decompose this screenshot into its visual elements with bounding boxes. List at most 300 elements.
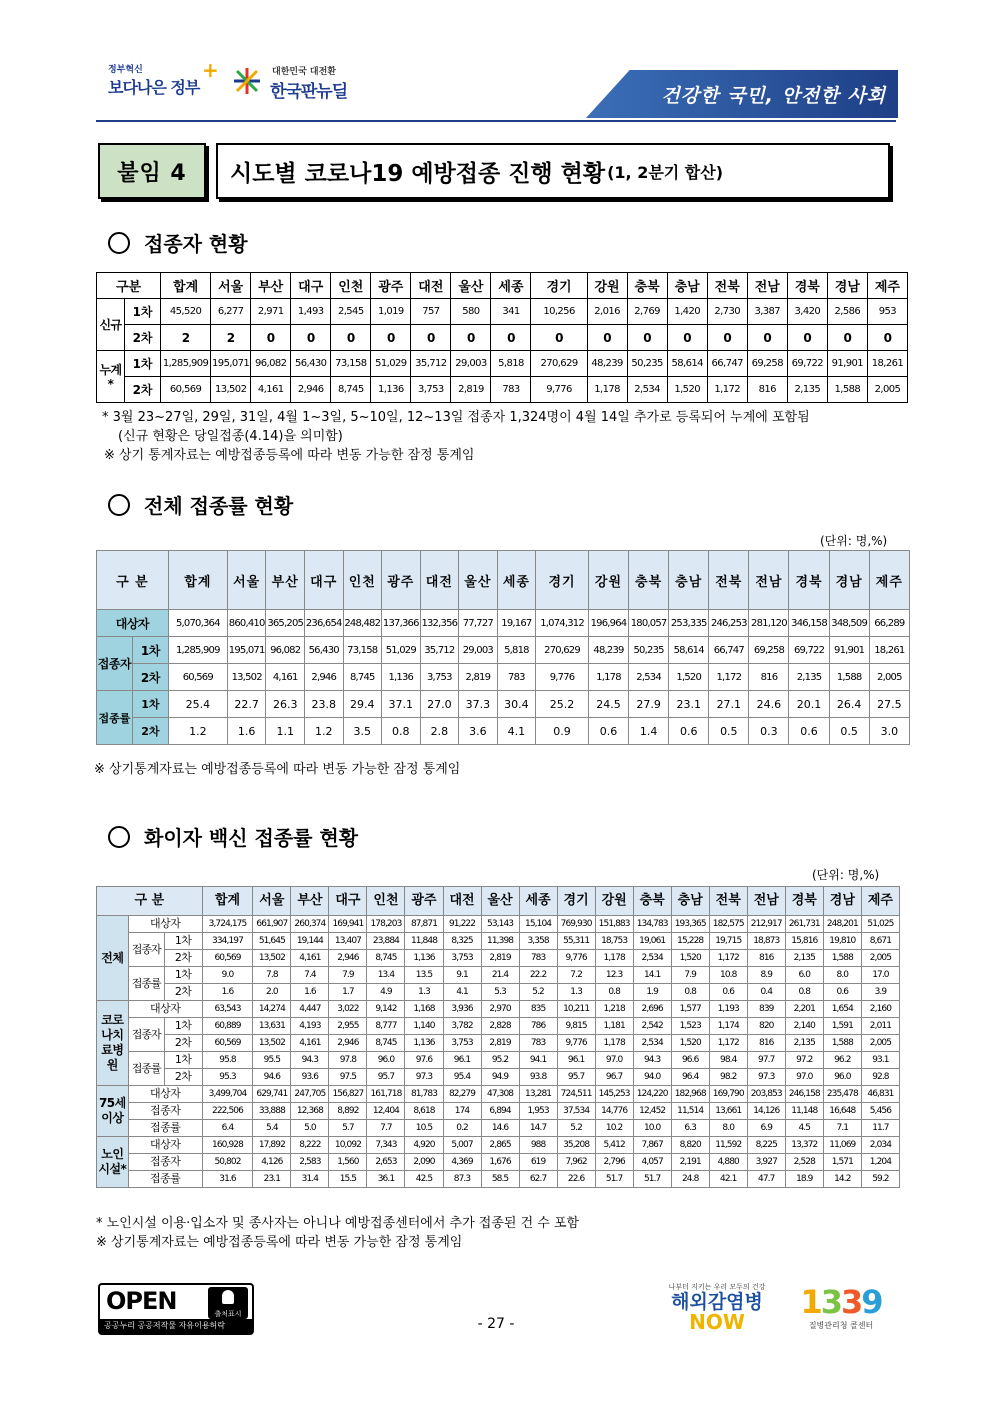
table-cell: 1,520 — [667, 377, 707, 403]
region-header: 울산 — [481, 887, 519, 916]
table-cell: 1,178 — [595, 950, 633, 967]
table-cell: 94.3 — [291, 1052, 329, 1069]
table-cell: 7,867 — [633, 1137, 671, 1154]
circle-bullet-icon — [108, 494, 130, 516]
target-row — [97, 610, 910, 637]
table-cell: 5.3 — [481, 984, 519, 1001]
table-cell: 13.5 — [405, 967, 443, 984]
table-cell: 7.2 — [557, 967, 595, 984]
table-cell: 0 — [451, 325, 491, 351]
slogan-banner — [586, 70, 898, 118]
table-cell: 2,971 — [251, 299, 291, 325]
region-header: 부산 — [266, 551, 305, 610]
table-cell: 23.1 — [253, 1171, 291, 1188]
region-header: 충남 — [671, 887, 709, 916]
table-cell: 2,769 — [627, 299, 667, 325]
table-cell: 21.4 — [481, 967, 519, 984]
table-cell: 19,061 — [633, 933, 671, 950]
table-cell: 0 — [587, 325, 627, 351]
table-cell: 7,962 — [557, 1154, 595, 1171]
table-cell: 97.0 — [785, 1069, 823, 1086]
table-cell: 222,506 — [202, 1103, 253, 1120]
table-cell: 2,819 — [481, 1035, 519, 1052]
rate-dose1-row — [97, 691, 910, 718]
table-cell: 4,880 — [709, 1154, 747, 1171]
table-cell: 348,509 — [829, 610, 869, 637]
table-cell: 0 — [707, 325, 747, 351]
table-cell: 9,142 — [367, 1001, 405, 1018]
table-cell: 1,520 — [669, 664, 709, 691]
table-cell: 2,005 — [861, 950, 899, 967]
table-cell: 0.6 — [789, 718, 829, 745]
korean-new-deal-logo — [232, 62, 382, 110]
table-cell: 96.2 — [823, 1052, 861, 1069]
table-cell: 18,873 — [747, 933, 785, 950]
title-suffix: (1, 2분기 합산) — [607, 162, 724, 182]
table-cell: 9.1 — [443, 967, 481, 984]
table-cell: 145,253 — [595, 1086, 633, 1103]
table-cell: 37.3 — [459, 691, 498, 718]
table-cell: 22.2 — [519, 967, 557, 984]
table-cell: 8,892 — [329, 1103, 367, 1120]
region-header: 충남 — [667, 273, 707, 299]
table-cell: 4.1 — [497, 718, 536, 745]
table-cell: 6.4 — [202, 1120, 253, 1137]
table-cell: 2,005 — [867, 377, 907, 403]
table-cell: 1,520 — [671, 1035, 709, 1052]
table-cell: 820 — [747, 1018, 785, 1035]
table-cell: 9.0 — [202, 967, 253, 984]
section3-notes — [96, 1214, 579, 1252]
open-text: OPEN — [106, 1287, 177, 1315]
table-cell: 757 — [411, 299, 451, 325]
table-cell: 1,676 — [481, 1154, 519, 1171]
table-cell: 5.2 — [557, 1120, 595, 1137]
table-cell: 3,753 — [420, 664, 459, 691]
target-label: 대상자 — [128, 916, 202, 933]
table-cell: 23,884 — [367, 933, 405, 950]
table-cell: 8.9 — [747, 967, 785, 984]
table-cell: 195,071 — [211, 351, 251, 377]
table-cell: 18,261 — [867, 351, 907, 377]
table-cell: 94.3 — [633, 1052, 671, 1069]
table-cell: 2,696 — [633, 1001, 671, 1018]
table-cell: 14,126 — [747, 1103, 785, 1120]
table-cell: 15,228 — [671, 933, 709, 950]
table-cell: 8,325 — [443, 933, 481, 950]
table-row — [97, 984, 900, 1001]
dose2-label: 2차 — [132, 718, 168, 745]
table-cell: 3,724,175 — [202, 916, 253, 933]
title-main: 시도별 코로나19 예방접종 진행 현황 — [230, 160, 606, 187]
group-vacc: 접종자 — [97, 637, 133, 691]
table-cell: 1.3 — [405, 984, 443, 1001]
note-new-meaning: (신규 현황은 당일접종(4.14)을 의미함) — [118, 429, 343, 444]
table-cell: 13,502 — [253, 950, 291, 967]
table-cell: 1,178 — [595, 1035, 633, 1052]
region-header: 합계 — [202, 887, 253, 916]
table-cell: 1.6 — [291, 984, 329, 1001]
table-cell: 3.9 — [861, 984, 899, 1001]
table-cell: 281,120 — [749, 610, 789, 637]
table-cell: 8,225 — [747, 1137, 785, 1154]
table-cell: 8,745 — [367, 950, 405, 967]
target-label: 대상자 — [128, 1137, 202, 1154]
table-cell: 365,205 — [266, 610, 305, 637]
table-cell: 30.4 — [497, 691, 536, 718]
region-header: 경기 — [536, 551, 589, 610]
region-header: 광주 — [382, 551, 421, 610]
plus-icon: + — [202, 58, 219, 82]
section1-heading: 접종자 현황 — [108, 228, 248, 257]
table-cell: 4.5 — [785, 1120, 823, 1137]
dose1-label: 1차 — [164, 967, 202, 984]
table-cell: 1,172 — [709, 664, 749, 691]
table-cell: 12,404 — [367, 1103, 405, 1120]
table-cell: 5,456 — [861, 1103, 899, 1120]
table-cell: 95.7 — [557, 1069, 595, 1086]
rate-header-row — [97, 551, 910, 610]
table-cell: 1,136 — [382, 664, 421, 691]
table-cell: 6.0 — [785, 967, 823, 984]
logo2-line2: 한국판뉴딜 — [270, 82, 348, 102]
table-cell: 7.1 — [823, 1120, 861, 1137]
table-cell: 58,614 — [669, 637, 709, 664]
table-cell: 14,776 — [595, 1103, 633, 1120]
circle-bullet-icon — [108, 826, 130, 848]
rate-label: 접종률 — [128, 1052, 164, 1086]
table-cell: 2,160 — [861, 1001, 899, 1018]
table-cell: 2,534 — [633, 950, 671, 967]
table-cell: 1,168 — [405, 1001, 443, 1018]
table-cell: 26.4 — [829, 691, 869, 718]
table-cell: 51,645 — [253, 933, 291, 950]
table-cell: 0 — [331, 325, 371, 351]
table-cell: 4,193 — [291, 1018, 329, 1035]
table-cell: 13,502 — [211, 377, 251, 403]
table-cell: 5,818 — [491, 351, 531, 377]
region-header: 제주 — [867, 273, 907, 299]
table-cell: 203,853 — [747, 1086, 785, 1103]
table-cell: 1,560 — [329, 1154, 367, 1171]
dose1-label: 1차 — [125, 351, 161, 377]
table-cell: 23.1 — [669, 691, 709, 718]
table-cell: 816 — [749, 664, 789, 691]
table-cell: 235,478 — [823, 1086, 861, 1103]
table-cell: 953 — [867, 299, 907, 325]
table-cell: 4,057 — [633, 1154, 671, 1171]
page-number: - 27 - — [477, 1316, 515, 1332]
table-cell: 3,358 — [519, 933, 557, 950]
logo1-line2: 보다나은 정부 — [108, 78, 200, 97]
table-cell: 3,420 — [787, 299, 827, 325]
table-cell: 22.7 — [227, 691, 266, 718]
table-cell: 11.7 — [861, 1120, 899, 1137]
table-cell: 193,365 — [671, 916, 709, 933]
table-cell: 1,588 — [823, 950, 861, 967]
table-row — [97, 916, 900, 933]
table-cell: 13,502 — [227, 664, 266, 691]
table-cell: 247,705 — [291, 1086, 329, 1103]
region-header: 전북 — [709, 887, 747, 916]
table-cell: 97.2 — [785, 1052, 823, 1069]
table-cell: 151,883 — [595, 916, 633, 933]
table-cell: 3.0 — [869, 718, 909, 745]
table-cell: 1,591 — [823, 1018, 861, 1035]
group-new: 신규 — [97, 299, 125, 351]
table-cell: 7.9 — [329, 967, 367, 984]
region-header: 경남 — [829, 551, 869, 610]
table-cell: 2,534 — [633, 1035, 671, 1052]
region-header: 인천 — [343, 551, 382, 610]
table-cell: 4,369 — [443, 1154, 481, 1171]
table-cell: 174 — [443, 1103, 481, 1120]
table-cell: 246,253 — [709, 610, 749, 637]
table-cell: 1,172 — [707, 377, 747, 403]
table-cell: 95.7 — [367, 1069, 405, 1086]
table-cell: 0.3 — [749, 718, 789, 745]
region-header: 세종 — [519, 887, 557, 916]
table-cell: 27.1 — [709, 691, 749, 718]
table-cell: 5.0 — [291, 1120, 329, 1137]
table-cell: 11,848 — [405, 933, 443, 950]
region-header: 대전 — [411, 273, 451, 299]
table-cell: 17,892 — [253, 1137, 291, 1154]
table-cell: 66,747 — [707, 351, 747, 377]
table-cell: 63,543 — [202, 1001, 253, 1018]
table-cell: 2,542 — [633, 1018, 671, 1035]
table-cell: 24.6 — [749, 691, 789, 718]
table-cell: 23.8 — [304, 691, 343, 718]
dose2-label: 2차 — [164, 984, 202, 1001]
table-cell: 160,928 — [202, 1137, 253, 1154]
table-cell: 346,158 — [789, 610, 829, 637]
gov-innovation-logo — [108, 58, 219, 110]
table-cell: 132,356 — [420, 610, 459, 637]
section2-unit: (단위: 명,%) — [820, 534, 888, 548]
table-cell: 9,776 — [531, 377, 587, 403]
table-cell: 4,161 — [251, 377, 291, 403]
table-cell: 31.4 — [291, 1171, 329, 1188]
table-cell: 2.8 — [420, 718, 459, 745]
table-cell: 0.5 — [829, 718, 869, 745]
table-cell: 98.4 — [709, 1052, 747, 1069]
table-cell: 270,629 — [536, 637, 589, 664]
table-cell: 1.3 — [557, 984, 595, 1001]
table-cell: 1,571 — [823, 1154, 861, 1171]
table-cell: 134,783 — [633, 916, 671, 933]
table-cell: 69,722 — [787, 351, 827, 377]
table-cell: 7.9 — [671, 967, 709, 984]
table-cell: 93.6 — [291, 1069, 329, 1086]
table-cell: 9,815 — [557, 1018, 595, 1035]
table-cell: 1,493 — [291, 299, 331, 325]
table-cell: 97.7 — [747, 1052, 785, 1069]
table-cell: 97.3 — [747, 1069, 785, 1086]
table-cell: 27.0 — [420, 691, 459, 718]
table-cell: 14.2 — [823, 1171, 861, 1188]
table-cell: 783 — [497, 664, 536, 691]
table-cell: 8.0 — [709, 1120, 747, 1137]
table-cell: 13,661 — [709, 1103, 747, 1120]
table-cell: 56,430 — [304, 637, 343, 664]
region-header: 대전 — [420, 551, 459, 610]
region-header: 세종 — [497, 551, 536, 610]
table-row — [97, 1001, 900, 1018]
region-header: 대구 — [329, 887, 367, 916]
table-cell: 18,753 — [595, 933, 633, 950]
section1-notes — [102, 408, 922, 465]
table-cell: 37.1 — [382, 691, 421, 718]
group-label: 전체 — [97, 916, 129, 1001]
table-row — [97, 1103, 900, 1120]
table-cell: 13,631 — [253, 1018, 291, 1035]
table-cell: 1.6 — [227, 718, 266, 745]
table-cell: 182,968 — [671, 1086, 709, 1103]
table-cell: 4,161 — [266, 664, 305, 691]
table-cell: 2,819 — [481, 950, 519, 967]
table-cell: 2,586 — [827, 299, 867, 325]
table-cell: 0 — [747, 325, 787, 351]
table-cell: 2,970 — [481, 1001, 519, 1018]
region-header: 충북 — [629, 551, 669, 610]
table-cell: 27.9 — [629, 691, 669, 718]
table-cell: 0 — [787, 325, 827, 351]
section3-unit: (단위: 명,%) — [812, 868, 880, 882]
region-header: 서울 — [211, 273, 251, 299]
table-cell: 2,534 — [627, 377, 667, 403]
vaccinee-header-row — [97, 273, 908, 299]
table-cell: 47.7 — [747, 1171, 785, 1188]
table-cell: 2,653 — [367, 1154, 405, 1171]
table-cell: 2,730 — [707, 299, 747, 325]
table-cell: 18,261 — [869, 637, 909, 664]
table-cell: 2,135 — [787, 377, 827, 403]
table-cell: 4,126 — [253, 1154, 291, 1171]
region-header: 울산 — [451, 273, 491, 299]
vacc-label: 접종자 — [128, 1154, 202, 1171]
table-cell: 82,279 — [443, 1086, 481, 1103]
vacc-dose1-row — [97, 637, 910, 664]
table-row — [97, 1052, 900, 1069]
table-row — [97, 1154, 900, 1171]
table-cell: 66,289 — [869, 610, 909, 637]
table-cell: 3,499,704 — [202, 1086, 253, 1103]
table-cell: 50,802 — [202, 1154, 253, 1171]
table-cell: 8,222 — [291, 1137, 329, 1154]
table-cell: 2,005 — [869, 664, 909, 691]
table-cell: 1,193 — [709, 1001, 747, 1018]
rate-label: 접종률 — [128, 1171, 202, 1188]
table-cell: 7,343 — [367, 1137, 405, 1154]
table-cell: 2,090 — [405, 1154, 443, 1171]
table-cell: 580 — [451, 299, 491, 325]
group-label: 코로나치료병원 — [97, 1001, 129, 1086]
table-cell: 1.1 — [266, 718, 305, 745]
group-cum: 누계* — [97, 351, 125, 403]
table-cell: 18.9 — [785, 1171, 823, 1188]
region-header: 부산 — [291, 887, 329, 916]
note-facility: * 노인시설 이용·입소자 및 종사자는 아니나 예방접종센터에서 추가 접종된 건 수 포함 — [96, 1216, 580, 1231]
table-cell: 1,172 — [709, 1035, 747, 1052]
table-cell: 0.6 — [588, 718, 628, 745]
table-cell: 31.6 — [202, 1171, 253, 1188]
table-cell: 73,158 — [343, 637, 382, 664]
table-cell: 62.7 — [519, 1171, 557, 1188]
table-cell: 59.2 — [861, 1171, 899, 1188]
table-cell: 15,816 — [785, 933, 823, 950]
target-label: 대상자 — [128, 1086, 202, 1103]
table-cell: 24.5 — [588, 691, 628, 718]
table-cell: 4.1 — [443, 984, 481, 1001]
table-cell: 0 — [627, 325, 667, 351]
table-cell: 97.0 — [595, 1052, 633, 1069]
table-cell: 94.9 — [481, 1069, 519, 1086]
section2-note: ※ 상기통계자료는 예방접종등록에 따라 변동 가능한 잠정 통계임 — [94, 762, 461, 777]
table-cell: 169,790 — [709, 1086, 747, 1103]
table-cell: 2,135 — [785, 950, 823, 967]
table-cell: 270,629 — [531, 351, 587, 377]
table-cell: 1,577 — [671, 1001, 709, 1018]
table-cell: 1,588 — [823, 1035, 861, 1052]
table-cell: 0.8 — [595, 984, 633, 1001]
table-cell: 260,374 — [291, 916, 329, 933]
table-cell: 5,070,364 — [168, 610, 227, 637]
table-cell: 3,753 — [443, 1035, 481, 1052]
table-cell: 161,718 — [367, 1086, 405, 1103]
table-cell: 0.2 — [443, 1120, 481, 1137]
table-cell: 9,776 — [557, 1035, 595, 1052]
now-tagline: 나부터 지키는 우리 모두의 건강 — [668, 1283, 766, 1291]
table-cell: 96.1 — [443, 1052, 481, 1069]
table-cell: 137,366 — [382, 610, 421, 637]
region-header: 강원 — [588, 551, 628, 610]
table-cell: 156,827 — [329, 1086, 367, 1103]
table-cell: 33,888 — [253, 1103, 291, 1120]
table-cell: 0 — [371, 325, 411, 351]
table-cell: 10.2 — [595, 1120, 633, 1137]
dose2-label: 2차 — [164, 950, 202, 967]
dose2-label: 2차 — [164, 1035, 202, 1052]
table-cell: 8,777 — [367, 1018, 405, 1035]
table-cell: 97.3 — [405, 1069, 443, 1086]
region-header: 전북 — [707, 273, 747, 299]
new-dose2-row — [97, 325, 908, 351]
table-cell: 27.5 — [869, 691, 909, 718]
table-cell: 860,410 — [227, 610, 266, 637]
table-cell: 24.8 — [671, 1171, 709, 1188]
table-cell: 60,569 — [168, 664, 227, 691]
table-cell: 19,167 — [497, 610, 536, 637]
table-cell: 3,782 — [443, 1018, 481, 1035]
table-cell: 2.0 — [253, 984, 291, 1001]
target-label: 대상자 — [128, 1001, 202, 1018]
table-cell: 50,235 — [629, 637, 669, 664]
region-header: 대구 — [304, 551, 343, 610]
table-cell: 60,569 — [202, 1035, 253, 1052]
table-cell: 1,285,909 — [168, 637, 227, 664]
table-cell: 91,222 — [443, 916, 481, 933]
region-header: 서울 — [253, 887, 291, 916]
table-cell: 11,069 — [823, 1137, 861, 1154]
cum-dose2-row — [97, 377, 908, 403]
region-header: 부산 — [251, 273, 291, 299]
table-cell: 6.9 — [747, 1120, 785, 1137]
table-cell: 212,917 — [747, 916, 785, 933]
table-cell: 94.0 — [633, 1069, 671, 1086]
table-cell: 5.4 — [253, 1120, 291, 1137]
table-cell: 51.7 — [595, 1171, 633, 1188]
